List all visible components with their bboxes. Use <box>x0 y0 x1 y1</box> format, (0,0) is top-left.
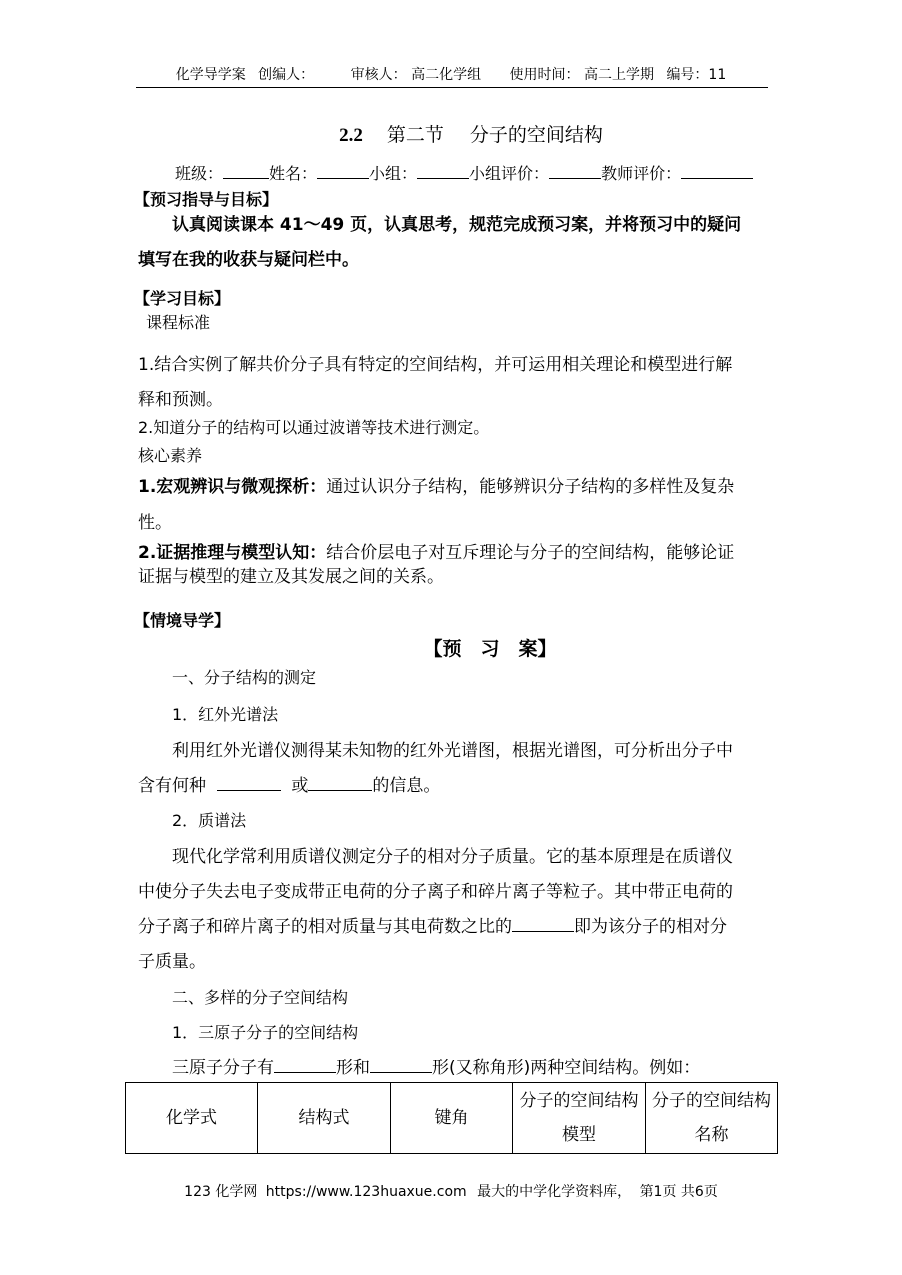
goals-heading: 【学习目标】 <box>134 289 231 308</box>
blank-shape-1[interactable] <box>274 1058 336 1073</box>
section-1-heading: 一、分子结构的测定 <box>172 668 317 687</box>
para-2d: 子质量。 <box>138 952 206 972</box>
field-teacher-eval: 教师评价： <box>601 164 682 183</box>
footer-site: 123 化学网 <box>184 1184 258 1200</box>
th-bond-angle: 键角 <box>391 1083 513 1154</box>
blank-group-eval[interactable] <box>549 164 601 179</box>
preview-line1: 认真阅读课本 41～49 页，认真思考，规范完成预习案，并将预习中的疑问 <box>172 215 742 235</box>
para-2a: 现代化学常利用质谱仪测定分子的相对分子质量。它的基本原理是在质谱仪 <box>172 847 733 867</box>
title-section: 第二节 <box>386 124 444 146</box>
field-group: 小组： <box>369 164 418 183</box>
core-2-text: 结合价层电子对互斥理论与分子的空间结构，能够论证 <box>326 543 735 563</box>
title-number: 2.2 <box>339 125 363 146</box>
page-title <box>0 120 902 147</box>
footer-slogan: 最大的中学化学资料库， <box>477 1184 632 1200</box>
field-group-eval: 小组评价： <box>469 164 550 183</box>
header-divider <box>136 87 768 88</box>
preview-case-title: 【预 习 案】 <box>423 638 557 660</box>
goal-1a: 1.结合实例了解共价分子具有特定的空间结构，并可运用相关理论和模型进行解 <box>138 355 733 375</box>
header-doc: 化学导学案 <box>175 67 246 83</box>
course-standard: 课程标准 <box>146 313 211 332</box>
blank-ir-1[interactable] <box>217 776 281 791</box>
para-1b-2: 或 <box>291 776 309 796</box>
table-header-row <box>126 1083 778 1154</box>
section-2-heading: 二、多样的分子空间结构 <box>172 988 349 1007</box>
section-1-1: 1．红外光谱法 <box>172 705 279 724</box>
para-1b-3: 的信息。 <box>372 776 441 796</box>
para-2b: 中使分子失去电子变成带正电荷的分子离子和碎片离子等粒子。其中带正电荷的 <box>138 882 733 902</box>
para-3-1: 三原子分子有 <box>172 1058 274 1078</box>
field-name: 姓名： <box>269 164 318 183</box>
para-3 <box>172 1053 700 1078</box>
field-class: 班级： <box>175 164 224 183</box>
para-1a: 利用红外光谱仪测得某未知物的红外光谱图，根据光谱图，可分析出分子中 <box>172 741 733 761</box>
th-structure: 结构式 <box>258 1083 391 1154</box>
footer-url[interactable]: https://www.123huaxue.com <box>265 1184 467 1200</box>
core-1 <box>138 472 734 497</box>
para-3-3: 形(又称角形)两种空间结构。例如： <box>432 1058 701 1078</box>
para-2c-2: 即为该分子的相对分 <box>574 917 727 937</box>
th-model-name: 分子的空间结构名称 <box>646 1083 778 1154</box>
core-2 <box>138 538 734 563</box>
para-3-2: 形和 <box>336 1058 370 1078</box>
blank-class[interactable] <box>223 164 269 179</box>
blank-shape-2[interactable] <box>370 1058 432 1073</box>
blank-ms[interactable] <box>512 917 574 932</box>
core-1-bold: 1.宏观辨识与微观探析： <box>138 477 327 497</box>
th-model: 分子的空间结构模型 <box>513 1083 646 1154</box>
goal-2: 2.知道分子的结构可以通过波谱等技术进行测定。 <box>138 418 490 437</box>
section-2-1: 1．三原子分子的空间结构 <box>172 1023 359 1042</box>
th-formula: 化学式 <box>126 1083 258 1154</box>
section-1-2: 2．质谱法 <box>172 811 247 830</box>
core-2-bold: 2.证据推理与模型认知： <box>138 543 327 563</box>
para-1b <box>138 771 440 796</box>
info-fields <box>175 161 753 184</box>
situation-heading: 【情境导学】 <box>134 611 231 630</box>
para-2c <box>138 912 727 937</box>
header-number: 编号：11 <box>666 67 727 83</box>
page-footer <box>0 1181 902 1201</box>
goal-1b: 释和预测。 <box>138 390 223 410</box>
footer-page: 第1页 共6页 <box>639 1184 718 1200</box>
core-literacy: 核心素养 <box>138 446 203 465</box>
para-2c-1: 分子离子和碎片离子的相对质量与其电荷数之比的 <box>138 917 512 937</box>
page-header <box>0 64 902 84</box>
header-time: 使用时间： 高二上学期 <box>509 67 654 83</box>
header-reviewer: 审核人： 高二化学组 <box>350 67 482 83</box>
blank-group[interactable] <box>417 164 469 179</box>
core-1-text: 通过认识分子结构，能够辨识分子结构的多样性及复杂 <box>326 477 735 497</box>
title-name: 分子的空间结构 <box>469 124 603 146</box>
blank-name[interactable] <box>317 164 369 179</box>
molecule-table <box>125 1082 778 1154</box>
core-2-cont: 证据与模型的建立及其发展之间的关系。 <box>138 567 444 587</box>
blank-teacher-eval[interactable] <box>681 164 753 179</box>
blank-ir-2[interactable] <box>308 776 372 791</box>
core-1-cont: 性。 <box>138 513 172 533</box>
preview-heading: 【预习指导与目标】 <box>134 190 279 209</box>
preview-line2: 填写在我的收获与疑问栏中。 <box>138 250 359 270</box>
para-1b-1: 含有何种 <box>138 776 206 796</box>
header-author: 创编人： <box>258 67 315 83</box>
